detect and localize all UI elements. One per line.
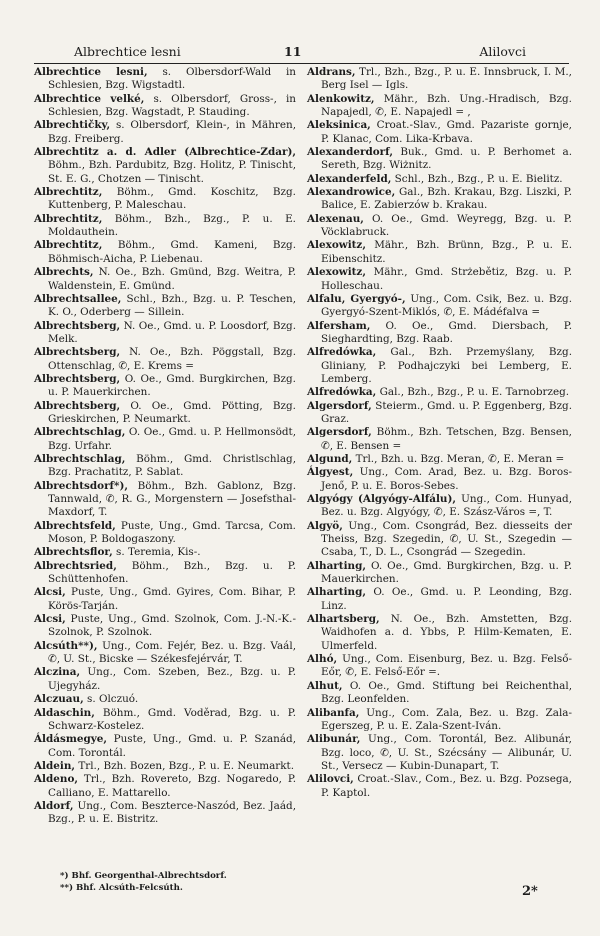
entry-headword: Alfredówka, — [307, 346, 377, 359]
entry-headword: Alibanfa, — [307, 706, 360, 719]
header-right-keyword: Alilovci — [479, 44, 526, 59]
gazetteer-entry — [34, 373, 296, 400]
entry-headword: Alczuau, — [34, 693, 84, 706]
gazetteer-entry — [307, 680, 572, 707]
gazetteer-entry — [307, 466, 572, 493]
gazetteer-entry — [307, 186, 572, 213]
entry-text: O. Oe., Gmd. u. P. Leonding, Bzg. Linz. — [321, 586, 572, 612]
entry-headword: Áldásmegye, — [34, 733, 107, 746]
entry-text: s. Olbersdorf-Wald in Schlesien, Bzg. Wigstadtl. — [48, 66, 296, 92]
footnotes — [60, 870, 227, 894]
right-column — [307, 66, 572, 800]
gazetteer-entry — [307, 493, 572, 520]
gazetteer-entry — [34, 293, 296, 320]
gazetteer-entry — [307, 560, 572, 587]
entry-headword: Albrechtsdorf*), — [34, 479, 128, 492]
gazetteer-entry — [307, 426, 572, 453]
entry-headword: Alhut, — [307, 679, 343, 692]
entry-headword: Albrechtsberg, — [34, 319, 121, 332]
gazetteer-entry — [307, 653, 572, 680]
entry-text: Böhm., Bzh. Tetschen, Bzg. Bensen, ✆, E. Bensen = — [321, 426, 572, 452]
gazetteer-entry — [34, 400, 296, 427]
entry-headword: Alibunár, — [307, 733, 361, 746]
gazetteer-entry — [34, 586, 296, 613]
gazetteer-entry — [34, 346, 296, 373]
entry-headword: Algersdorf, — [307, 426, 372, 439]
gazetteer-entry — [307, 66, 572, 93]
gazetteer-entry — [34, 800, 296, 827]
entry-text: Croat.-Slav., Com., Bez. u. Bzg. Pozsega, P. Kaptol. — [321, 773, 572, 799]
entry-headword: Aldaschin, — [34, 706, 95, 719]
entry-headword: Albrechtitz, — [34, 212, 103, 225]
entry-text: Gal., Bzh. Krakau, Bzg. Liszki, P. Balice, E. Zabierzów b. Krakau. — [321, 186, 572, 212]
entry-text: Ung., Com. Fejér, Bez. u. Bzg. Vaál, ✆, U. St., Bicske — Székesfejérvár, T. — [48, 639, 296, 666]
gazetteer-entry — [307, 520, 572, 560]
entry-text: s. Teremia, Kis-. — [112, 546, 201, 559]
entry-text: Schl., Bzh., Bzg. u. P. Teschen, K. O., Oderberg — Sillein. — [48, 292, 296, 319]
gazetteer-entry — [307, 93, 572, 120]
gazetteer-entry — [307, 119, 572, 146]
entry-text: Puste, Ung., Gmd. Szolnok, Com. J.-N.-K.-Szolnok, P. Szolnok. — [48, 613, 296, 639]
entry-text: N. Oe., Bzh. Amstetten, Bzg. Waidhofen a. d. Ybbs, P. Hilm-Kematen, E. Ulmerfeld. — [321, 613, 572, 652]
entry-headword: Algyógy (Algyógy-Alfálu), — [307, 493, 457, 505]
entry-text: Böhm., Bzh., Bzg., P. u. E. Moldauthein. — [48, 212, 296, 239]
gazetteer-entry — [307, 586, 572, 613]
entry-text: Ung., Com. Beszterce-Naszód, Bez. Jaád, Bzg., P. u. E. Bistritz. — [48, 799, 296, 826]
entry-headword: Albrechtsflor, — [34, 546, 113, 559]
gazetteer-entry — [34, 480, 296, 520]
entry-headword: Albrechtice lesni, — [34, 66, 148, 78]
header-rule — [34, 63, 569, 64]
entry-headword: Alexanderdorf, — [307, 146, 393, 159]
gazetteer-entry — [307, 213, 572, 240]
gazetteer-entry — [307, 400, 572, 427]
entry-headword: Alexandrowice, — [307, 186, 396, 199]
entry-text: Böhm., Bzh., Bzg. u. P. Schüttenhofen. — [48, 559, 296, 586]
entry-headword: Aldorf, — [34, 799, 74, 812]
entry-text: Ung., Com. Zala, Bez. u. Bzg. Zala-Egerszeg, P. u. E. Zala-Szent-Iván. — [321, 706, 572, 732]
entry-headword: Albrechtsberg, — [34, 372, 121, 385]
entry-text: N. Oe., Gmd. u. P. Loosdorf, Bzg. Melk. — [48, 319, 296, 345]
entry-text: Ung., Com. Arad, Bez. u. Bzg. Boros-Jenő, P. u. E. Boros-Sebes. — [321, 466, 572, 492]
gazetteer-entry — [34, 773, 296, 800]
entry-headword: Albrechtičky, — [34, 119, 111, 132]
gazetteer-entry — [34, 146, 296, 186]
gazetteer-entry — [34, 266, 296, 293]
entry-headword: Albrechtsfeld, — [34, 519, 116, 532]
entry-headword: Alexowitz, — [307, 266, 366, 279]
entry-headword: Alcsi, — [34, 613, 66, 626]
entry-text: Croat.-Slav., Gmd. Pazariste gornje, P. Klanac, Com. Lika-Krbava. — [321, 119, 572, 145]
entry-text: O. Oe., Gmd. u. P. Hellmonsödt, Bzg. Urfahr. — [48, 426, 296, 452]
gazetteer-entry — [34, 213, 296, 240]
printer-signature: 2* — [522, 884, 538, 899]
entry-headword: Algersdorf, — [307, 399, 372, 412]
entry-headword: Alfalu, Gyergyó-, — [307, 292, 406, 305]
gazetteer-entry — [34, 453, 296, 480]
gazetteer-entry — [34, 119, 296, 146]
gazetteer-entry — [307, 266, 572, 293]
gazetteer-entry — [34, 426, 296, 453]
entry-headword: Aldein, — [34, 759, 76, 772]
entry-headword: Álgyest, — [307, 466, 354, 479]
entry-text: Trl., Bzh. Bozen, Bzg., P. u. E. Neumarkt. — [75, 759, 295, 772]
entry-text: Böhm., Bzh. Pardubitz, Bzg. Holitz, P. Tinischt, St. E. G., Chotzen — Tinischt. — [48, 159, 296, 185]
entry-text: O. Oe., Gmd. Weyregg, Bzg. u. P. Vöcklabruck. — [321, 212, 572, 239]
gazetteer-entry — [34, 707, 296, 734]
gazetteer-entry — [307, 293, 572, 320]
entry-headword: Alexanderfeld, — [307, 172, 392, 185]
gazetteer-entry — [34, 239, 296, 266]
entry-text: Buk., Gmd. u. P. Berhomet a. Sereth, Bzg. Wiżnitz. — [321, 146, 572, 172]
entry-text: Böhm., Gmd. Koschitz, Bzg. Kuttenberg, P. Maleschau. — [48, 186, 296, 212]
entry-headword: Alcsúth**), — [34, 639, 98, 652]
gazetteer-entry — [34, 520, 296, 547]
gazetteer-entry — [307, 320, 572, 347]
entry-headword: Alenkowitz, — [307, 92, 375, 105]
entry-headword: Alczina, — [34, 666, 81, 679]
entry-text: Puste, Ung., Gmd. u. P. Szanád, Com. Torontál. — [48, 733, 296, 759]
entry-text: Ung., Com. Hunyad, Bez. u. Bzg. Algyógy, ✆, E. Szász-Város =, T. — [321, 493, 572, 519]
entry-text: Gal., Bzh. Przemyślany, Bzg. Gliniany, P. Podhajczyki bei Lemberg, E. Lemberg. — [321, 346, 572, 385]
gazetteer-entry — [307, 346, 572, 386]
entry-headword: Aldeno, — [34, 773, 78, 786]
entry-headword: Alexenau, — [307, 212, 364, 225]
entry-text: Ung., Com. Csongrád, Bez. diesseits der Theiss, Bzg. Szegedin, ✆, U. St., Szegedin — Csaba, T., D. L., Csongrád — Szegedin. — [321, 519, 572, 559]
page-number: 11 — [284, 44, 302, 59]
entry-headword: Albrechtitz a. d. Adler (Albrechtice-Zdar), — [34, 146, 296, 159]
entry-text: Böhm., Gmd. Voděrad, Bzg. u. P. Schwarz-Kostelez. — [48, 706, 296, 732]
gazetteer-entry — [307, 239, 572, 266]
entry-headword: Alhartsberg, — [307, 613, 380, 626]
entry-text: Schl., Bzh., Bzg., P. u. E. Bielitz. — [391, 172, 563, 185]
gazetteer-entry — [307, 613, 572, 653]
entry-text: O. Oe., Gmd. Burgkirchen, Bzg. u. P. Mauerkirchen. — [48, 372, 296, 399]
entry-headword: Algund, — [307, 452, 353, 465]
gazetteer-entry — [307, 173, 572, 186]
entry-text: Ung., Com. Torontál, Bez. Alibunár, Bzg. loco, ✆, U. St., Szécsány — Alibunár, U. St., Versecz — Kubin-Dunapart, T. — [321, 733, 572, 772]
gazetteer-entry — [34, 66, 296, 93]
entry-headword: Alhó, — [307, 653, 338, 666]
entry-headword: Albrechtsberg, — [34, 346, 121, 359]
gazetteer-entry — [34, 320, 296, 347]
entry-text: Gal., Bzh., Bzg., P. u. E. Tarnobrzeg. — [376, 386, 570, 399]
gazetteer-entry — [307, 773, 572, 800]
entry-text: O. Oe., Gmd. Burgkirchen, Bzg. u. P. Mauerkirchen. — [321, 559, 572, 586]
entry-headword: Aleksinica, — [307, 119, 371, 132]
entry-text: Steierm., Gmd. u. P. Eggenberg, Bzg. Graz. — [321, 399, 572, 425]
gazetteer-entry — [307, 733, 572, 773]
entry-headword: Aldrans, — [307, 66, 356, 78]
gazetteer-entry — [307, 707, 572, 734]
entry-text: Trl., Bzh. u. Bzg. Meran, ✆, E. Meran = — [352, 452, 565, 465]
entry-headword: Albrechtschlag, — [34, 452, 126, 465]
gazetteer-entry — [34, 186, 296, 213]
entry-text: N. Oe., Bzh. Gmünd, Bzg. Weitra, P. Waldenstein, E. Gmünd. — [48, 266, 296, 292]
entry-text: O. Oe., Gmd. Diersbach, P. Sieghardting, Bzg. Raab. — [321, 319, 572, 345]
entry-text: Böhm., Gmd. Kameni, Bzg. Böhmisch-Aicha, P. Liebenau. — [48, 239, 296, 265]
entry-headword: Albrechtice velké, — [34, 92, 145, 105]
entry-headword: Albrechtschlag, — [34, 426, 126, 439]
entry-headword: Alfersham, — [307, 319, 371, 332]
entry-text: s. Olbersdorf, Gross-, in Schlesien, Bzg. Wagstadt, P. Stauding. — [48, 92, 296, 119]
entry-headword: Albrechtitz, — [34, 239, 103, 252]
entry-text: Mähr., Bzh. Ung.-Hradisch, Bzg. Napajedl, ✆, E. Napajedl = , — [321, 92, 572, 119]
entry-text: Ung., Com. Szeben, Bez., Bzg. u. P. Ujegyház. — [48, 666, 296, 692]
entry-headword: Alexowitz, — [307, 239, 366, 252]
entry-text: O. Oe., Gmd. Pötting, Bzg. Grieskirchen, P. Neumarkt. — [48, 399, 296, 425]
entry-text: Mähr., Gmd. Strżebětiz, Bzg. u. P. Holleschau. — [321, 266, 572, 292]
entry-text: s. Olczuó. — [83, 693, 139, 706]
gazetteer-entry — [307, 146, 572, 173]
gazetteer-entry — [34, 93, 296, 120]
gazetteer-entry — [34, 760, 296, 773]
entry-headword: Algyö, — [307, 519, 343, 532]
entry-text: Böhm., Gmd. Christlschlag, Bzg. Prachatitz, P. Sablat. — [48, 452, 296, 479]
gazetteer-entry — [34, 666, 296, 693]
gazetteer-entry — [34, 693, 296, 706]
entry-text: Puste, Ung., Gmd. Tarcsa, Com. Moson, P. Boldogaszony. — [48, 519, 296, 546]
gazetteer-entry — [307, 386, 572, 399]
entry-text: Mähr., Bzh. Brünn, Bzg., P. u. E. Eibenschitz. — [321, 239, 572, 265]
entry-text: Trl., Bzh., Bzg., P. u. E. Innsbruck, I. M., Berg Isel — Igls. — [321, 66, 572, 92]
entry-headword: Albrechtsried, — [34, 559, 117, 572]
footnote: **) Bhf. Alcsúth-Felcsúth. — [60, 883, 183, 893]
entry-headword: Alharting, — [307, 559, 366, 572]
header-left-keyword: Albrechtice lesni — [74, 44, 181, 59]
gazetteer-entry — [34, 640, 296, 667]
entry-text: s. Olbersdorf, Klein-, in Mähren, Bzg. Freiberg. — [48, 119, 296, 145]
gazetteer-entry — [34, 560, 296, 587]
entry-text: Trl., Bzh. Rovereto, Bzg. Nogaredo, P. Calliano, E. Mattarello. — [48, 773, 296, 799]
entry-text: Ung., Com. Eisenburg, Bez. u. Bzg. Felső-Eőr, ✆, E. Felső-Eőr =. — [321, 653, 572, 679]
entry-headword: Albrechts, — [34, 266, 94, 279]
entry-text: Ung., Com. Csik, Bez. u. Bzg. Gyergyó-Szent-Miklós, ✆, E. Mádéfalva = — [321, 292, 572, 319]
page-header — [34, 44, 574, 60]
entry-headword: Alcsi, — [34, 586, 66, 599]
entry-headword: Albrechtsberg, — [34, 399, 121, 412]
entry-headword: Albrechtsallee, — [34, 292, 122, 305]
gazetteer-entry — [34, 613, 296, 640]
entry-text: Böhm., Bzh. Gablonz, Bzg. Tannwald, ✆, R. G., Morgenstern — Josefsthal-Maxdorf, T. — [48, 479, 296, 519]
entry-headword: Alharting, — [307, 586, 366, 599]
entry-headword: Albrechtitz, — [34, 186, 103, 199]
left-column — [34, 66, 296, 827]
entry-text: N. Oe., Bzh. Pöggstall, Bzg. Ottenschlag, ✆, E. Krems = — [48, 346, 296, 372]
entry-headword: Alilovci, — [307, 773, 354, 786]
entry-text: O. Oe., Gmd. Stiftung bei Reichenthal, Bzg. Leonfelden. — [321, 679, 572, 706]
gazetteer-entry — [34, 546, 296, 559]
entry-text: Puste, Ung., Gmd. Gyires, Com. Bihar, P. Körös-Tarján. — [48, 586, 296, 612]
gazetteer-entry — [307, 453, 572, 466]
entry-headword: Alfredówka, — [307, 386, 377, 399]
footnote: *) Bhf. Georgenthal-Albrechtsdorf. — [60, 871, 227, 881]
gazetteer-entry — [34, 733, 296, 760]
